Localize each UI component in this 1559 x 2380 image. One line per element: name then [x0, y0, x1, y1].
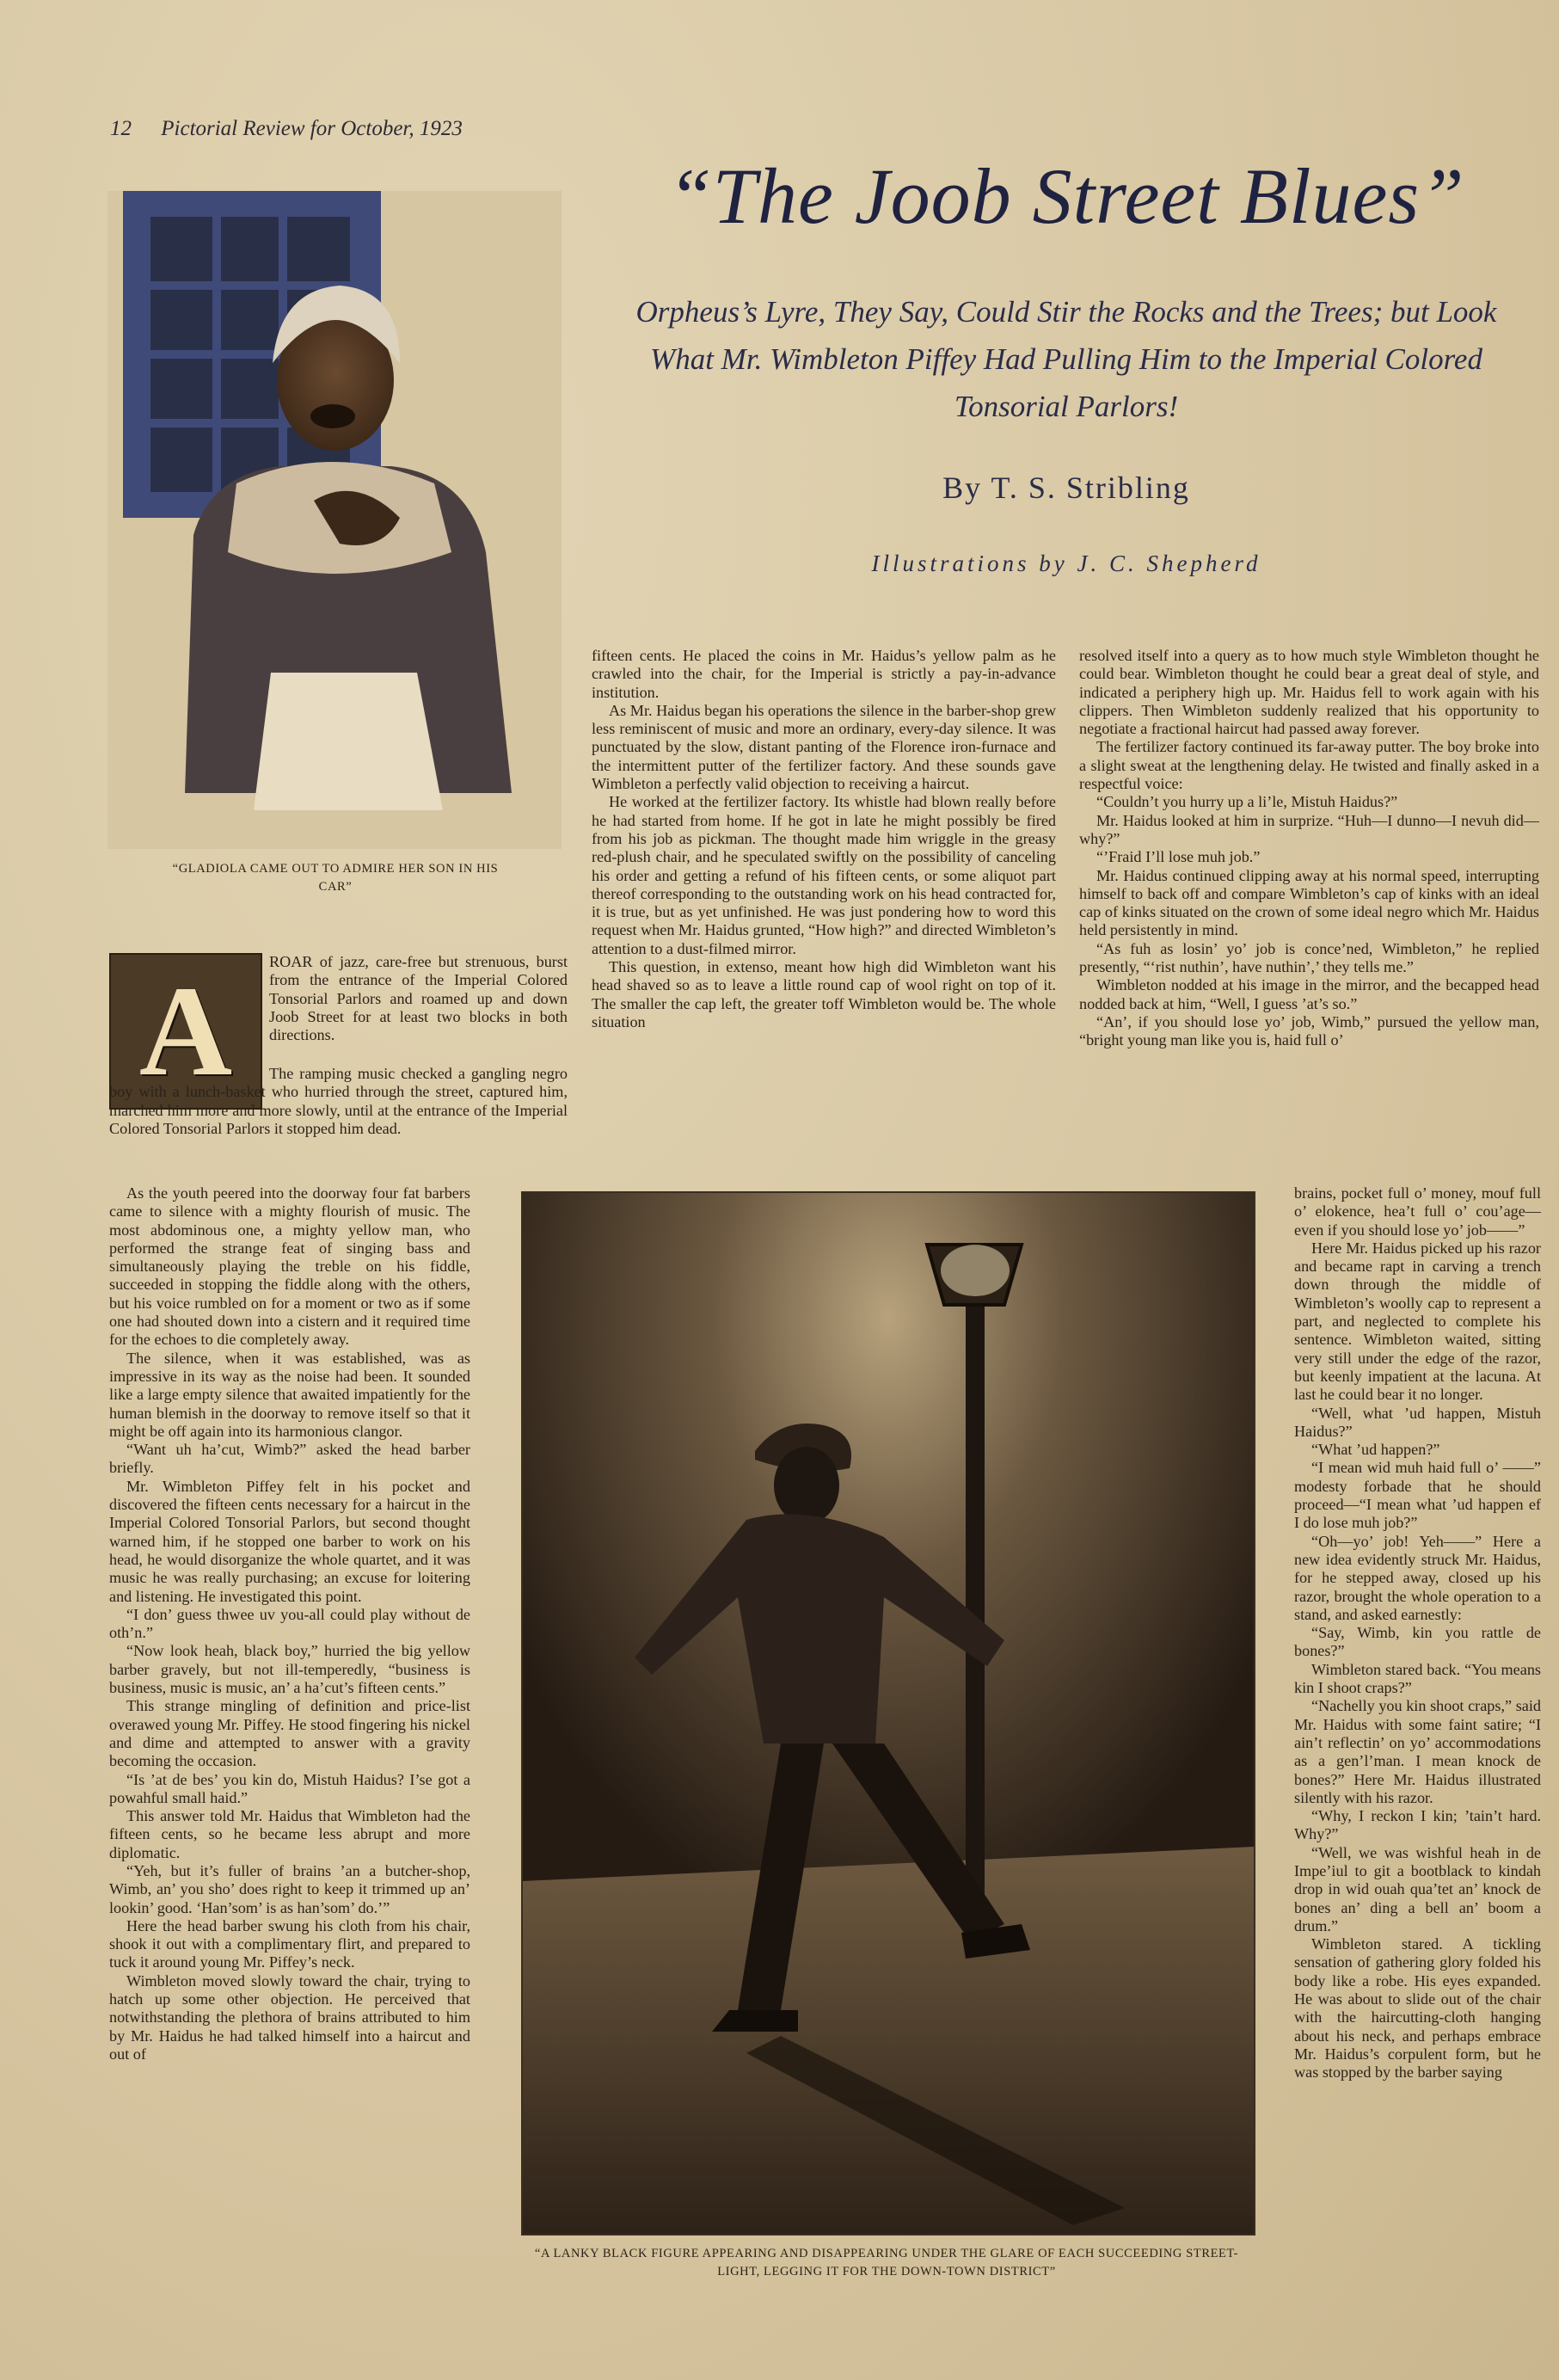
paragraph: “Nachelly you kin shoot craps,” said Mr. Haidus with some faint satire; “I ain’t reflectin’ on yo’ accommodations as a gen’l’man. I mean knock de bones?” Here Mr. Haidus illustrated silently with his razor. [1294, 1697, 1541, 1806]
paragraph: As Mr. Haidus began his operations the silence in the barber-shop grew less reminiscent of music and more an ordinary, every-day silence. It was punctuated by the slow, distant panting of the Florence iron-furnace and the intermittent putter of the fertilizer factory. And these sounds gave Wimbleton a perfectly valid objection to receiving a haircut. [592, 701, 1056, 793]
portrait-illustration [107, 191, 562, 849]
publication-line: Pictorial Review for October, 1923 [161, 117, 463, 140]
paragraph: “Yeh, but it’s fuller of brains ’an a butcher-shop, Wimb, an’ you sho’ does right to keep it trimmed up an’ lookin’ good. ‘Han’som’ is as han’som’ do.’” [109, 1861, 470, 1916]
paragraph: As the youth peered into the doorway four fat barbers came to silence with a mighty flourish of music. The most abdominous one, a mighty yellow man, who performed the strange feat of singing bass and simultaneously playing the treble on his fiddle, succeeded in stopping the fiddle along with the others, but his voice rumbled on for a moment or two as if some one had shouted down into a cistern and it required time for the echoes to die completely away. [109, 1184, 470, 1349]
column-2 [592, 647, 1056, 1141]
paragraph: “Why, I reckon I kin; ’tain’t hard. Why?” [1294, 1807, 1541, 1843]
street-caption: “A LANKY BLACK FIGURE APPEARING AND DISAPPEARING UNDER THE GLARE OF EACH SUCCEEDING STREET-LIGHT, LEGGING IT FOR THE DOWN-TOWN DISTRICT” [534, 2247, 1239, 2279]
paragraph: “Say, Wimb, kin you rattle de bones?” [1294, 1624, 1541, 1660]
illustrations-credit: Illustrations by J. C. Shepherd [871, 550, 1261, 576]
paragraph: “Is ’at de bes’ you kin do, Mistuh Haidus? I’se got a powahful small haid.” [109, 1770, 470, 1806]
page-header [110, 117, 463, 141]
paragraph: “What ’ud happen?” [1311, 1441, 1440, 1459]
paragraph: “An’, if you should lose yo’ job, Wimb,” pursued the yellow man, “bright young man like you is, haid full o’ [1079, 1012, 1539, 1049]
paragraph: “I don’ guess thwee uv you-all could play without de oth’n.” [109, 1605, 470, 1642]
column-1-intro [269, 953, 568, 1044]
byline: By T. S. Stribling [942, 470, 1190, 505]
drop-cap-letter: A [138, 960, 233, 1103]
paragraph: “Oh—yo’ job! Yeh——” Here a new idea evidently struck Mr. Haidus, for he stepped away, closed up his razor, brought the whole operation to a stand, and asked earnestly: [1294, 1532, 1541, 1623]
column-3-narrow [1294, 1184, 1541, 2294]
paragraph: “Now look heah, black boy,” hurried the big yellow barber gravely, but not ill-temperedly, “business is business, music is music, an’ a ha’cut’s fifteen cents.” [109, 1642, 470, 1697]
paragraph: Mr. Haidus looked at him in surprize. “Huh—I dunno—I nevuh did—why?” [1079, 811, 1539, 847]
paragraph: Wimbleton nodded at his image in the mirror, and the becapped head nodded back at him, “Well, I guess ’at’s so.” [1079, 976, 1539, 1012]
paragraph: The ramping music checked a gangling negro boy with a lunch-basket who hurried through the street, captured him, marched him more and more slowly, until at the entrance of the Imperial Colored Tonsorial Parlors it stopped him dead. [109, 1065, 568, 1137]
paragraph: “Well, what ’ud happen, Mistuh Haidus?” [1294, 1404, 1541, 1440]
paragraph: brains, pocket full o’ money, mouf full o’ elokence, hea’t full o’ cou’age—even if you should lose yo’ job——” [1294, 1184, 1541, 1239]
portrait-drawing [107, 191, 562, 849]
paragraph: “Well, we was wishful heah in de Impe’iul to git a bootblack to kindah drop in wid ouah qua’tet an’ knock de bones an’ ding a bell an’ boom a drum.” [1294, 1843, 1541, 1934]
article-subtitle: Orpheus’s Lyre, They Say, Could Stir the Rocks and the Trees; but Look What Mr. Wimbleton Piffey Had Pulling Him to the Imperial Colored Tonsorial Parlors! [635, 295, 1497, 423]
paragraph: Wimbleton moved slowly toward the chair, trying to hatch up some other objection. He perceived that notwithstanding the plethora of brains attributed to him by Mr. Haidus he had talked himself into a haircut and out of [109, 1971, 470, 2063]
paragraph: He worked at the fertilizer factory. Its whistle had blown really before he had started from home. If he got in late he might possibly be fired from his job as pickman. The thought made him wriggle in the greasy red-plush chair, and he speculated swiftly on the possibility of canceling his order and getting a refund of his fifteen cents, or some aliquot part thereof corresponding to the outstanding work on his head contracted for, it is true, but as yet unfinished. He was just pondering how to word this request when Mr. Haidus grunted, “How high?” and directed Wimbleton’s attention to a dust-filmed mirror. [592, 793, 1056, 957]
column-1 [109, 1184, 470, 2285]
column-1-intro-2 [109, 1065, 568, 1138]
paragraph: “’Fraid I’ll lose muh job.” [1096, 848, 1261, 866]
paragraph: Wimbleton stared. A tickling sensation of gathering glory folded his body like a robe. His eyes expanded. He was about to slide out of the chair with the haircutting-cloth hanging about his neck, and perhaps embrace Mr. Haidus’s corpulent form, but he was stopped by the barber saying [1294, 1935, 1541, 2082]
paragraph: fifteen cents. He placed the coins in Mr. Haidus’s yellow palm as he crawled into the chair, for the Imperial is strictly a pay-in-advance institution. [592, 647, 1056, 701]
paragraph: Mr. Haidus continued clipping away at his normal speed, interrupting himself to back off and compare Wimbleton’s cap of kinks with an ideal cap of kinks situated on the crown of some ideal negro which Mr. Haidus held persistently in mind. [1079, 866, 1539, 939]
paragraph: Here Mr. Haidus picked up his razor and became rapt in carving a trench down through the middle of Wimbleton’s woolly cap to represent a part, and neglected to complete his sentence. Wimbleton waited, sitting very still under the edge of the razor, but keenly impatient at the lacuna. At last he could bear it no longer. [1294, 1239, 1541, 1404]
paragraph: “As fuh as losin’ yo’ job is conce’ned, Wimbleton,” he replied presently, “‘rist nuthin’, have nuthin’,’ they tells me.” [1079, 939, 1539, 976]
paragraph: resolved itself into a query as to how much style Wimbleton thought he could bear. Wimbleton thought he could bear a great deal of style, and indicated a periphery high up. Mr. Haidus fell to work again with his clippers. Then Wimbleton suddenly realized that his opportunity to negotiate a fractional haircut had passed away forever. [1079, 647, 1539, 738]
article-title: “The Joob Street Blues” [667, 152, 1465, 240]
paragraph: “I mean wid muh haid full o’ ——” modesty forbade that he should proceed—“I mean what ’ud happen ef I do lose muh job?” [1294, 1459, 1541, 1532]
paragraph: Wimbleton stared back. “You means kin I shoot craps?” [1294, 1660, 1541, 1697]
paragraph: This strange mingling of definition and price-list overawed young Mr. Piffey. He stood fingering his nickel and dime and attempted to answer with a gravity becoming the occasion. [109, 1697, 470, 1770]
paragraph: “Couldn’t you hurry up a li’le, Mistuh Haidus?” [1096, 793, 1398, 811]
paragraph: The fertilizer factory continued its far-away putter. The boy broke into a slight sweat at the lengthening delay. He twisted and finally asked in a respectful voice: [1079, 738, 1539, 793]
paragraph: The silence, when it was established, was as impressive in its way as the noise had been. It sounded like a large empty silence that awaited impatiently for the human blemish in the doorway to remove itself so that it might be off again into its harmonious clangor. [109, 1349, 470, 1440]
paragraph: “Want uh ha’cut, Wimb?” asked the head barber briefly. [109, 1441, 470, 1477]
portrait-caption: “GLADIOLA CAME OUT TO ADMIRE HER SON IN HIS CAR” [172, 862, 499, 894]
paragraph: Mr. Wimbleton Piffey felt in his pocket and discovered the fifteen cents necessary for a haircut in the Imperial Colored Tonsorial Parlors, but second thought warned him, if he stopped one barber to work on his head, he would disorganize the whole quartet, and it was music he was really purchasing; an excuse for loitering and listening. He investigated this point. [109, 1477, 470, 1605]
paragraph: ROAR of jazz, care-free but strenuous, burst from the entrance of the Imperial Colored Tonsorial Parlors and roamed up and down Joob Street for at least two blocks in both directions. [269, 953, 568, 1044]
column-3 [1079, 647, 1539, 1176]
page-number: 12 [110, 117, 132, 140]
paragraph: This question, in extenso, meant how high did Wimbleton want his head shaved so as to leave a little round cap of wool right on top of it. The smaller the cap left, the greater toff Wimbleton would be. The whole situation [592, 958, 1056, 1030]
paragraph: Here the head barber swung his cloth from his chair, shook it out with a complimentary flirt, and prepared to tuck it around young Mr. Piffey’s neck. [109, 1916, 470, 1971]
paragraph: This answer told Mr. Haidus that Wimbleton had the fifteen cents, so he became less abrupt and more diplomatic. [109, 1807, 470, 1861]
street-drawing [523, 1193, 1254, 2234]
street-illustration [521, 1191, 1255, 2235]
